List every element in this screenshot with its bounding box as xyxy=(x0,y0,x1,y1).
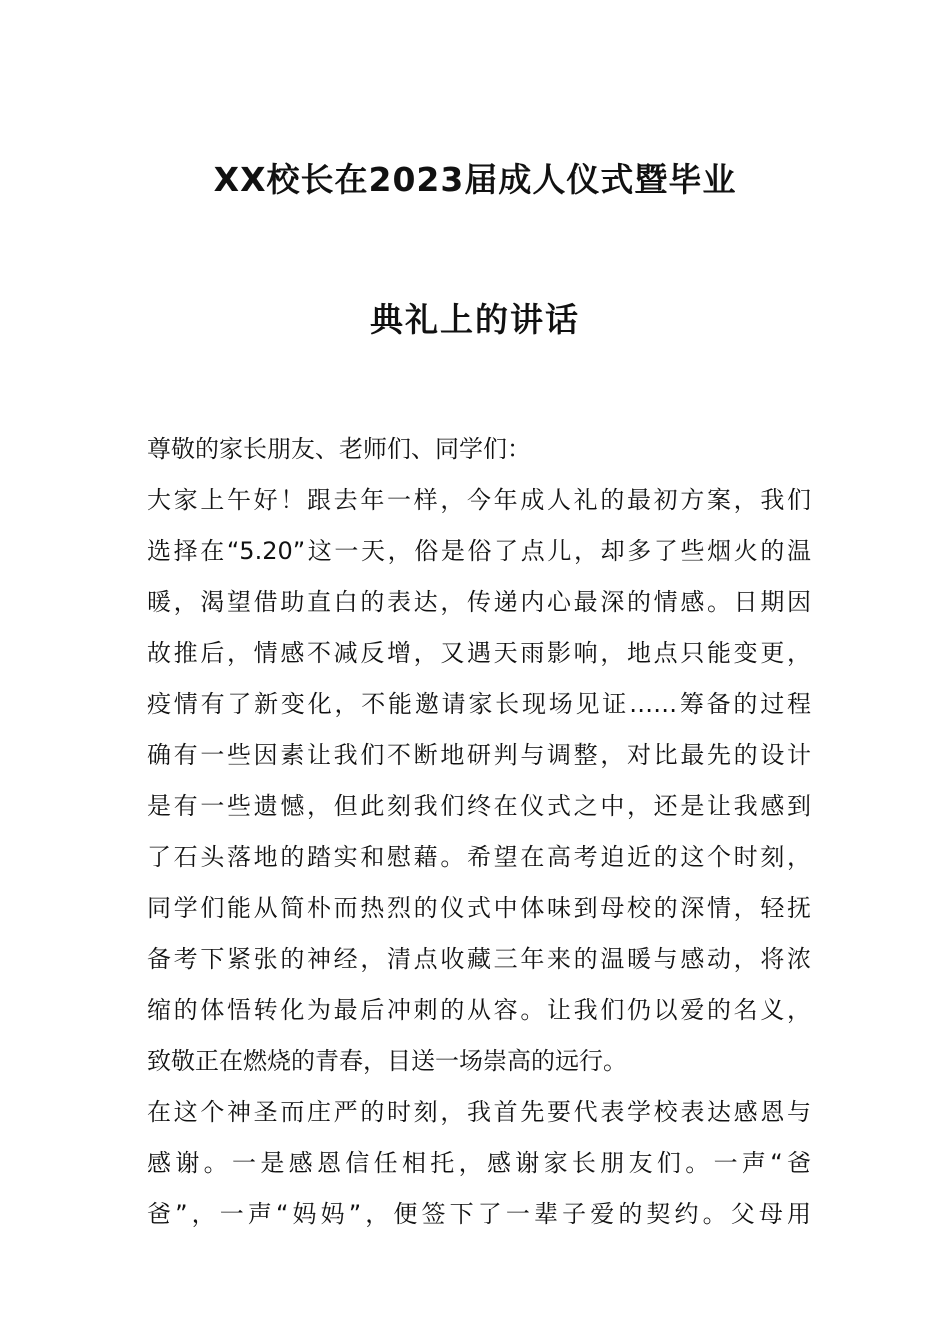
greeting-line: 尊敬的家长朋友、老师们、同学们： xyxy=(147,435,531,463)
paragraph-line: 感谢。一是感恩信任相托，感谢家长朋友们。一声“爸 xyxy=(147,1149,811,1177)
paragraph-line: 暖，渴望借助直白的表达，传递内心最深的情感。日期因 xyxy=(147,588,811,616)
paragraph-line: 在这个神圣而庄严的时刻，我首先要代表学校表达感恩与 xyxy=(147,1098,811,1126)
paragraph-line: 大家上午好！跟去年一样，今年成人礼的最初方案，我们 xyxy=(147,486,811,514)
paragraph-line: 疫情有了新变化，不能邀请家长现场见证……筹备的过程 xyxy=(147,690,811,718)
paragraph-line: 故推后，情感不减反增，又遇天雨影响，地点只能变更， xyxy=(147,639,811,667)
document-body xyxy=(147,429,811,1245)
paragraph-line: 同学们能从简朴而热烈的仪式中体味到母校的深情，轻抚 xyxy=(147,894,811,922)
paragraph-1 xyxy=(147,480,811,1092)
document-title-line-2: 典礼上的讲话 xyxy=(370,300,580,339)
paragraph-line: 确有一些因素让我们不断地研判与调整，对比最先的设计 xyxy=(147,741,811,769)
paragraph-2 xyxy=(147,1092,811,1245)
document-title-line-1: XX校长在2023届成人仪式暨毕业 xyxy=(213,160,737,199)
paragraph-line: 缩的体悟转化为最后冲刺的从容。让我们仍以爱的名义， xyxy=(147,996,811,1024)
paragraph-line: 是有一些遗憾，但此刻我们终在仪式之中，还是让我感到 xyxy=(147,792,811,820)
paragraph-line: 选择在“5.20”这一天，俗是俗了点儿，却多了些烟火的温 xyxy=(147,537,811,565)
paragraph-line: 爸”，一声“妈妈”，便签下了一辈子爱的契约。父母用 xyxy=(147,1200,811,1228)
paragraph-line: 了石头落地的踏实和慰藉。希望在高考迫近的这个时刻， xyxy=(147,843,811,871)
paragraph-line: 备考下紧张的神经，清点收藏三年来的温暖与感动，将浓 xyxy=(147,945,811,973)
paragraph-line: 致敬正在燃烧的青春，目送一场崇高的远行。 xyxy=(147,1047,627,1075)
